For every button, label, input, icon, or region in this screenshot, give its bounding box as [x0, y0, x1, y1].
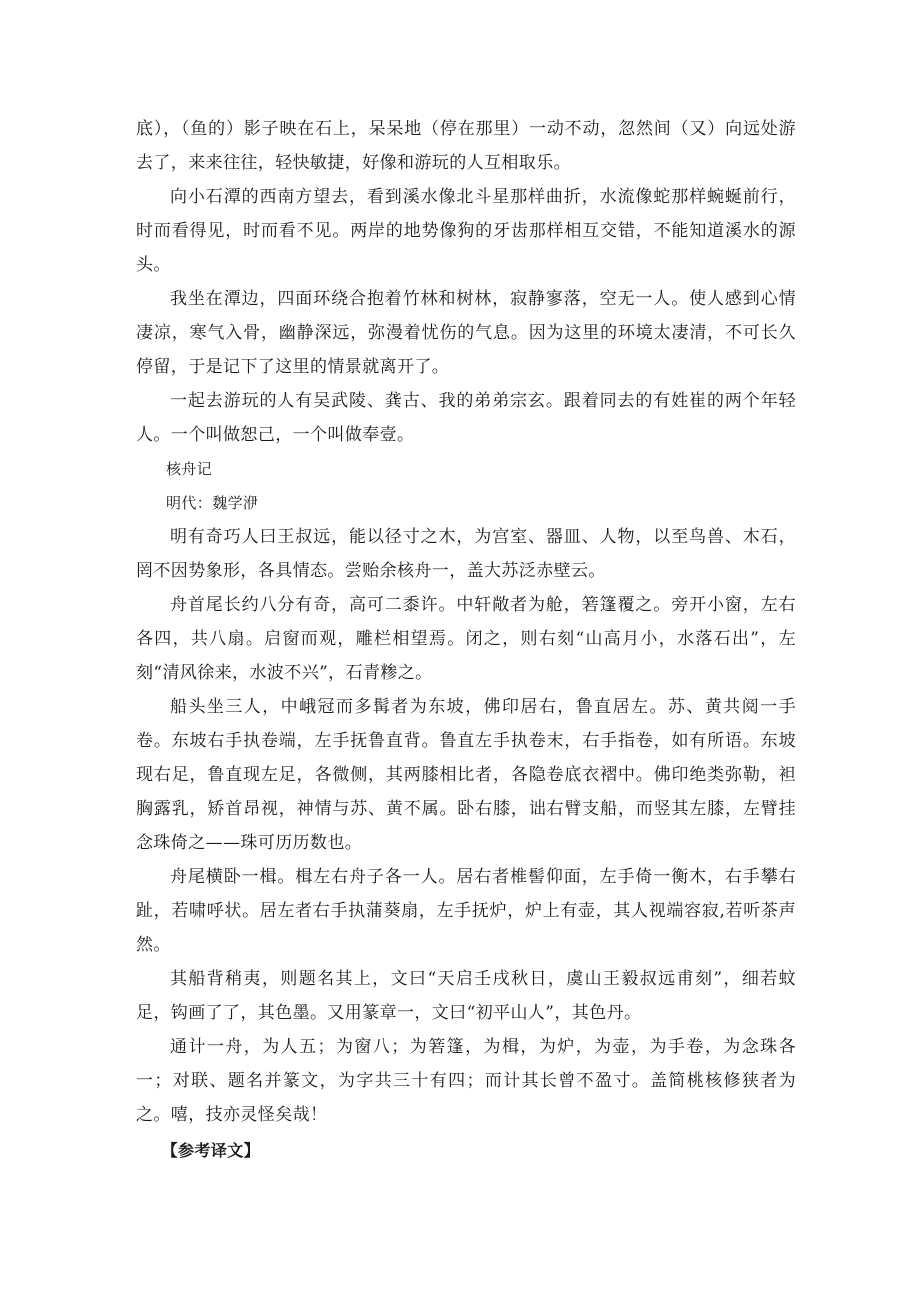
paragraph-sitting-by-pool: 我坐在潭边，四面环绕合抱着竹林和树林，寂静寥落，空无一人。使人感到心情凄凉，寒气入骨，幽静深远，弥漫着忧伤的气息。因为这里的环境太凄清，不可长久停留，于是记下了这里的情景就离开了。: [136, 289, 796, 377]
paragraph-boat-cabin: 舟首尾长约八分有奇，高可二黍许。中轩敞者为舱，箬篷覆之。旁开小窗，左右各四，共八扇。启窗而观，雕栏相望焉。闭之，则右刻“山高月小，水落石出”，左刻“清风徐来，水波不兴”，石青糁之。: [136, 595, 796, 683]
paragraph-craftsman: 明有奇巧人曰王叔远，能以径寸之木，为宫室、器皿、人物，以至鸟兽、木石，罔不因势象形，各具情态。尝贻余核舟一，盖大苏泛赤壁云。: [136, 527, 796, 581]
section-title: 核舟记: [166, 460, 213, 478]
reference-translation-heading: 【参考译文】: [161, 1141, 260, 1160]
paragraph-summary: 通计一舟，为人五；为窗八；为箬篷，为楫，为炉，为壶，为手卷，为念珠各一；对联、题名并篆文，为字共三十有四；而计其长曾不盈寸。盖简桃核修狭者为之。嘻，技亦灵怪矣哉！: [136, 1037, 796, 1125]
section-author: 明代：魏学洢: [166, 494, 259, 512]
paragraph-inscription: 其船背稍夷，则题名其上，文曰“天启壬戌秋日，虞山王毅叔远甫刻”，细若蚊足，钩画了了，其色墨。又用篆章一，文曰“初平山人”，其色丹。: [136, 969, 796, 1023]
document-page: [136, 112, 796, 1168]
paragraph-bow-figures: 船头坐三人，中峨冠而多髯者为东坡，佛印居右，鲁直居左。苏、黄共阅一手卷。东坡右手执卷端，左手抚鲁直背。鲁直左手执卷末，右手指卷，如有所语。东坡现右足，鲁直现左足，各微侧，其两膝相比者，各隐卷底衣褶中。佛印绝类弥勒，袒胸露乳，矫首昂视，神情与苏、黄不属。卧右膝，诎右臂支船，而竖其左膝，左臂挂念珠倚之——珠可历历数也。: [136, 697, 796, 853]
paragraph-companions: 一起去游玩的人有吴武陵、龚古、我的弟弟宗玄。跟着同去的有姓崔的两个年轻人。一个叫做恕己，一个叫做奉壹。: [136, 391, 796, 445]
paragraph-stern-boatmen: 舟尾横卧一楫。楫左右舟子各一人。居右者椎髻仰面，左手倚一衡木，右手攀右趾，若啸呼状。居左者右手执蒲葵扇，左手抚炉，炉上有壶，其人视端容寂,若听茶声然。: [136, 867, 796, 955]
paragraph-southwest-view: 向小石潭的西南方望去，看到溪水像北斗星那样曲折，水流像蛇那样蜿蜒前行，时而看得见，时而看不见。两岸的地势像狗的牙齿那样相互交错，不能知道溪水的源头。: [136, 187, 796, 275]
paragraph-fish-shadow: 底），（鱼的）影子映在石上，呆呆地（停在那里）一动不动，忽然间（又）向远处游去了，来来往往，轻快敏捷，好像和游玩的人互相取乐。: [136, 119, 796, 173]
